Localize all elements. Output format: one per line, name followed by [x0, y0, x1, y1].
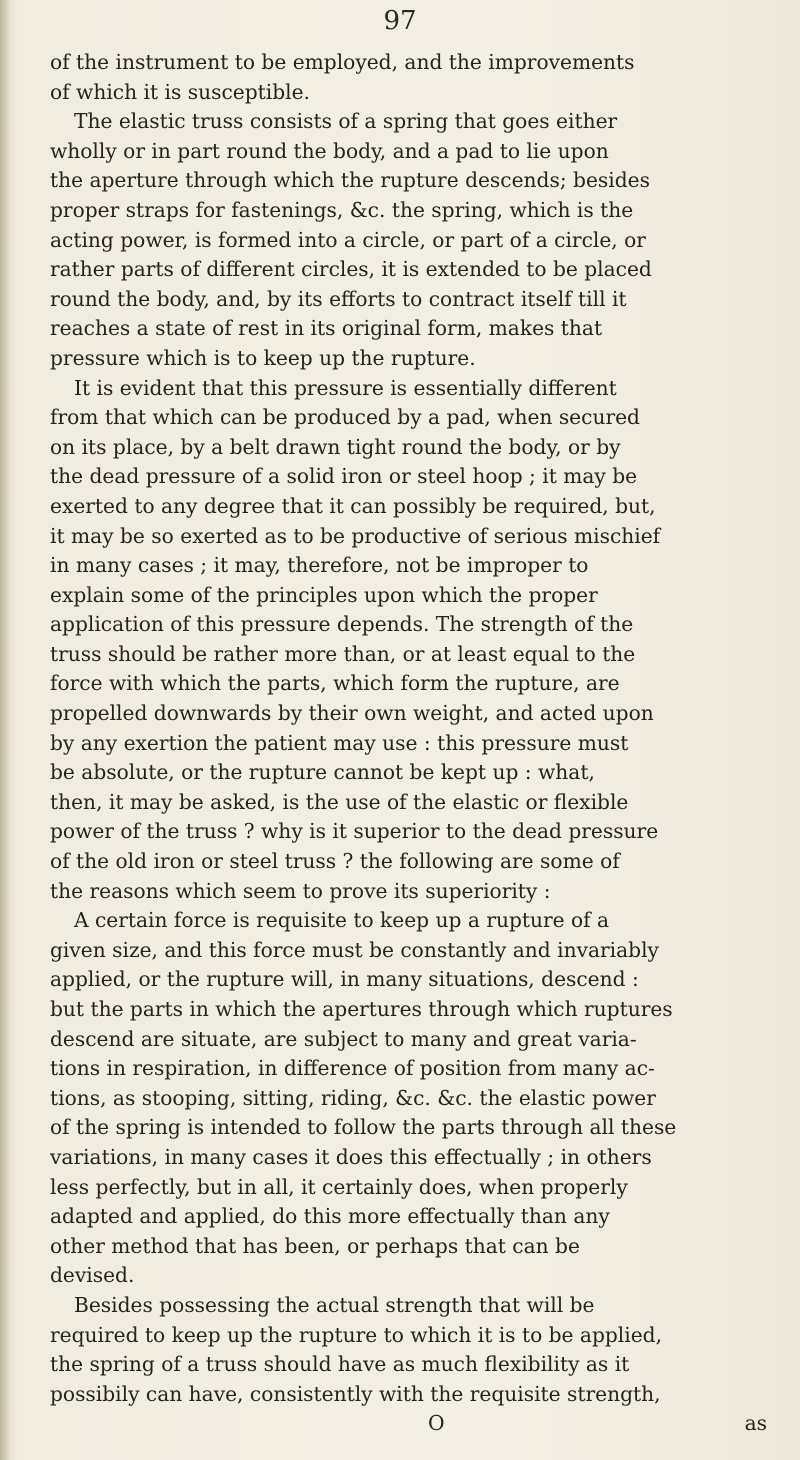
text-line: proper straps for fastenings, &c. the spring, which is the [50, 197, 634, 222]
text-line: the aperture through which the rupture descends; besides [50, 168, 650, 193]
text-line: applied, or the rupture will, in many situations, descend : [50, 967, 639, 992]
signature-catchword-line [50, 1409, 800, 1439]
text-line: of the old iron or steel truss ? the following are some of [50, 849, 620, 874]
text-line: exerted to any degree that it can possibly be required, but, [50, 493, 656, 518]
signature-mark: O [428, 1411, 445, 1436]
text-line: application of this pressure depends. The strength of the [50, 612, 634, 637]
text-line: explain some of the principles upon which the proper [50, 582, 598, 607]
text-line: required to keep up the rupture to which it is to be applied, [50, 1322, 663, 1347]
text-line: possibily can have, consistently with the requisite strength, [50, 1381, 661, 1406]
text-line: given size, and this force must be constantly and invariably [50, 937, 659, 962]
text-line: force with which the parts, which form the rupture, are [50, 671, 620, 696]
body-text [50, 48, 800, 1439]
paragraph-start-line: The elastic truss consists of a spring that goes either [74, 109, 618, 134]
text-line: be absolute, or the rupture cannot be kept up : what, [50, 760, 595, 785]
text-line: power of the truss ? why is it superior to the dead pressure [50, 819, 659, 844]
text-line: tions, as stooping, sitting, riding, &c. &c. the elastic power [50, 1085, 656, 1110]
text-line: less perfectly, but in all, it certainly does, when properly [50, 1174, 628, 1199]
text-line: other method that has been, or perhaps that can be [50, 1233, 580, 1258]
catchword: as [744, 1411, 767, 1436]
text-line: devised. [50, 1263, 135, 1288]
text-line: of the instrument to be employed, and the improvements [50, 50, 635, 74]
text-line: rather parts of different circles, it is extended to be placed [50, 257, 652, 282]
text-line: pressure which is to keep up the rupture. [50, 345, 476, 370]
text-line: it may be so exerted as to be productive of serious mischief [50, 523, 661, 548]
text-line: tions in respiration, in difference of position from many ac- [50, 1056, 655, 1081]
text-line: truss should be rather more than, or at least equal to the [50, 641, 636, 666]
text-line: of the spring is intended to follow the parts through all these [50, 1115, 677, 1140]
text-line: on its place, by a belt drawn tight round the body, or by [50, 434, 621, 459]
page-number: 97 [383, 6, 417, 36]
text-line: from that which can be produced by a pad, when secured [50, 405, 640, 430]
paragraph-start-line: A certain force is requisite to keep up a rupture of a [74, 908, 610, 933]
text-line: the dead pressure of a solid iron or steel hoop ; it may be [50, 464, 638, 489]
text-line: by any exertion the patient may use : this pressure must [50, 730, 629, 755]
text-line: descend are situate, are subject to many and great varia- [50, 1026, 637, 1051]
text-line: adapted and applied, do this more effectually than any [50, 1204, 610, 1229]
text-line: the reasons which seem to prove its superiority : [50, 878, 551, 903]
text-line: the spring of a truss should have as much flexibility as it [50, 1352, 630, 1377]
text-line: of which it is susceptible. [50, 79, 310, 104]
paragraph-start-line: It is evident that this pressure is essentially different [74, 375, 617, 400]
text-line: acting power, is formed into a circle, or part of a circle, or [50, 227, 646, 252]
text-line: variations, in many cases it does this effectually ; in others [50, 1144, 652, 1169]
text-line: then, it may be asked, is the use of the elastic or flexible [50, 789, 629, 814]
text-line: wholly or in part round the body, and a pad to lie upon [50, 138, 609, 163]
text-line: in many cases ; it may, therefore, not be improper to [50, 553, 589, 578]
page-spine-shadow [0, 0, 10, 1460]
text-line: propelled downwards by their own weight, and acted upon [50, 701, 654, 726]
text-line: round the body, and, by its efforts to contract itself till it [50, 286, 627, 311]
text-line: reaches a state of rest in its original form, makes that [50, 316, 603, 341]
paragraph-start-line: Besides possessing the actual strength that will be [74, 1292, 595, 1317]
text-line: but the parts in which the apertures through which ruptures [50, 997, 673, 1021]
